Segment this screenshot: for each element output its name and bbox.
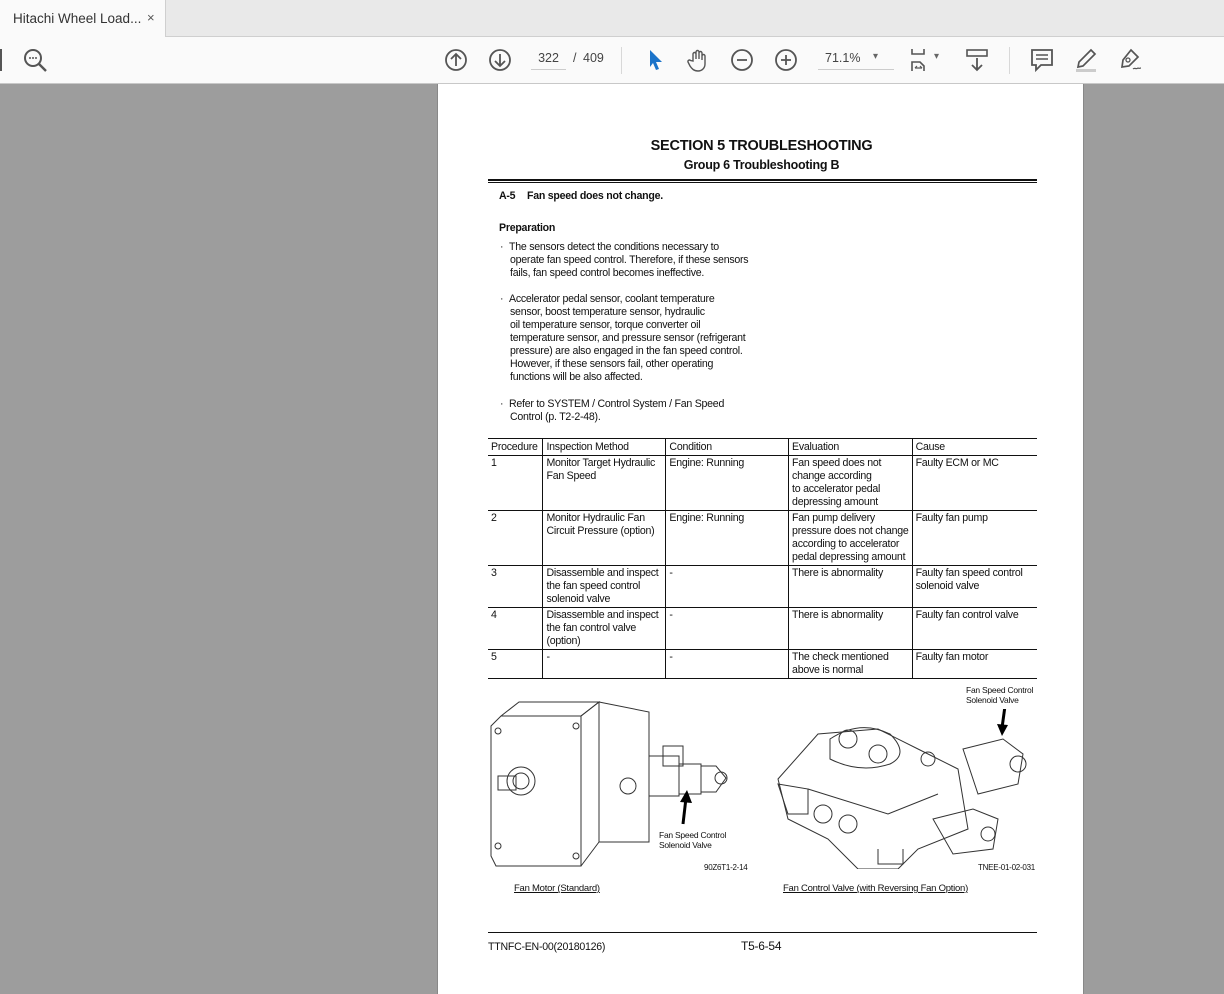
zoom-value: 71.1%	[825, 51, 861, 65]
bullet-text: operate fan speed control. Therefore, if these sensors	[510, 254, 749, 266]
table-cell: 1	[488, 456, 543, 511]
table-cell: There is abnormality	[789, 566, 913, 608]
table-cell: Engine: Running	[666, 511, 789, 566]
table-cell: Disassemble and inspect the fan speed control solenoid valve	[543, 566, 666, 608]
table-cell: -	[543, 650, 666, 679]
table-cell: 4	[488, 608, 543, 650]
section-title: SECTION 5 TROUBLESHOOTING	[650, 138, 873, 154]
bullet-text: sensor, boost temperature sensor, hydraulic	[510, 306, 705, 318]
sign-icon[interactable]	[1117, 47, 1143, 73]
bullet-text: However, if these sensors fail, other operating	[510, 358, 714, 370]
table-cell: 3	[488, 566, 543, 608]
group-title: Group 6 Troubleshooting B	[683, 158, 840, 172]
table-cell: Faulty fan speed control solenoid valve	[912, 566, 1037, 608]
fig2-caption: Fan Control Valve (with Reversing Fan Option)	[783, 883, 968, 894]
troubleshooting-table	[488, 438, 1037, 679]
bullet-text: Control (p. T2-2-48).	[510, 411, 601, 423]
fig1-code: 90Z6T1-2-14	[704, 863, 748, 872]
footer-rule	[488, 932, 1037, 933]
table-cell: 5	[488, 650, 543, 679]
table-cell: Engine: Running	[666, 456, 789, 511]
table-cell: The check mentioned above is normal	[789, 650, 913, 679]
column-header: Condition	[666, 439, 789, 456]
panel-edge	[0, 49, 2, 71]
fig1-label-line1: Fan Speed Control	[659, 830, 727, 840]
tab-title: Hitachi Wheel Load...	[13, 11, 142, 26]
toolbar	[0, 37, 1224, 84]
next-page-icon[interactable]	[487, 47, 513, 73]
table-cell: -	[666, 650, 789, 679]
bullet-text: The sensors detect the conditions necessary to	[509, 241, 719, 253]
footer-page-number: T5-6-54	[741, 939, 782, 953]
fig2-label-line2: Solenoid Valve	[966, 695, 1019, 705]
fig2-code: TNEE-01-02-031	[978, 863, 1035, 872]
table-cell: Faulty ECM or MC	[912, 456, 1037, 511]
fan-control-valve-illustration	[768, 709, 1038, 869]
divider	[1009, 47, 1010, 74]
previous-page-icon[interactable]	[443, 47, 469, 73]
table-row	[488, 608, 1037, 650]
preparation-heading: Preparation	[499, 222, 556, 234]
table-cell: Faulty fan pump	[912, 511, 1037, 566]
bullet-text: fails, fan speed control becomes ineffective.	[510, 267, 705, 279]
bullet-text: Accelerator pedal sensor, coolant temperature	[509, 293, 715, 305]
bullet-text: pressure) are also engaged in the fan speed control.	[510, 345, 743, 357]
table-cell: Fan speed does not change according to accelerator pedal depressing amount	[789, 456, 913, 511]
bullet-text: temperature sensor, and pressure sensor (refrigerant	[510, 332, 746, 344]
bullet-icon: ·	[500, 241, 504, 253]
zoom-out-icon[interactable]	[729, 47, 755, 73]
table-cell: -	[666, 566, 789, 608]
item-title: Fan speed does not change.	[527, 190, 663, 202]
zoom-level-select[interactable]	[818, 51, 894, 70]
table-cell: -	[666, 608, 789, 650]
hand-tool-icon[interactable]	[685, 47, 711, 73]
bullet-text: oil temperature sensor, torque converter oil	[510, 319, 701, 331]
page-number-input[interactable]: 322	[531, 51, 566, 70]
bullet-text: Refer to SYSTEM / Control System / Fan Speed	[509, 398, 725, 410]
table-cell: Monitor Hydraulic Fan Circuit Pressure (option)	[543, 511, 666, 566]
column-header: Procedure	[488, 439, 543, 456]
find-icon[interactable]	[22, 47, 48, 73]
document-tab[interactable]	[0, 0, 166, 38]
fig2-label-line1: Fan Speed Control	[966, 685, 1034, 695]
zoom-dropdown-icon: ▾	[873, 51, 879, 62]
item-code: A-5	[499, 190, 516, 202]
zoom-in-icon[interactable]	[773, 47, 799, 73]
page-total: 409	[583, 51, 604, 65]
header-rule	[488, 182, 1037, 183]
fit-page-icon[interactable]	[907, 47, 933, 73]
table-row	[488, 511, 1037, 566]
page-separator: /	[573, 51, 577, 65]
table-row	[488, 456, 1037, 511]
table-cell: Fan pump delivery pressure does not change according to accelerator pedal depressing amount	[789, 511, 913, 566]
table-cell: Faulty fan motor	[912, 650, 1037, 679]
column-header: Cause	[912, 439, 1037, 456]
header-rule	[488, 179, 1037, 181]
table-cell: There is abnormality	[789, 608, 913, 650]
table-row	[488, 650, 1037, 679]
bullet-icon: ·	[500, 293, 504, 305]
close-tab-icon[interactable]: ×	[147, 10, 155, 25]
table-cell: 2	[488, 511, 543, 566]
fig1-label-line2: Solenoid Valve	[659, 840, 712, 850]
table-row	[488, 566, 1037, 608]
table-cell: Faulty fan control valve	[912, 608, 1037, 650]
scroll-mode-icon[interactable]	[964, 47, 990, 73]
column-header: Inspection Method	[543, 439, 666, 456]
highlight-icon[interactable]	[1073, 47, 1099, 73]
select-tool-icon[interactable]	[642, 47, 668, 73]
bullet-icon: ·	[500, 398, 504, 410]
table-cell: Monitor Target Hydraulic Fan Speed	[543, 456, 666, 511]
table-cell: Disassemble and inspect the fan control valve (option)	[543, 608, 666, 650]
pdf-page	[437, 84, 1084, 994]
fit-dropdown-icon[interactable]: ▾	[934, 51, 940, 62]
footer-doc-code: TTNFC-EN-00(20180126)	[488, 941, 606, 953]
tab-bar	[0, 0, 1224, 37]
divider	[621, 47, 622, 74]
fig1-caption: Fan Motor (Standard)	[514, 883, 600, 894]
bullet-text: functions will be also affected.	[510, 371, 643, 383]
comment-icon[interactable]	[1029, 47, 1055, 73]
column-header: Evaluation	[789, 439, 913, 456]
